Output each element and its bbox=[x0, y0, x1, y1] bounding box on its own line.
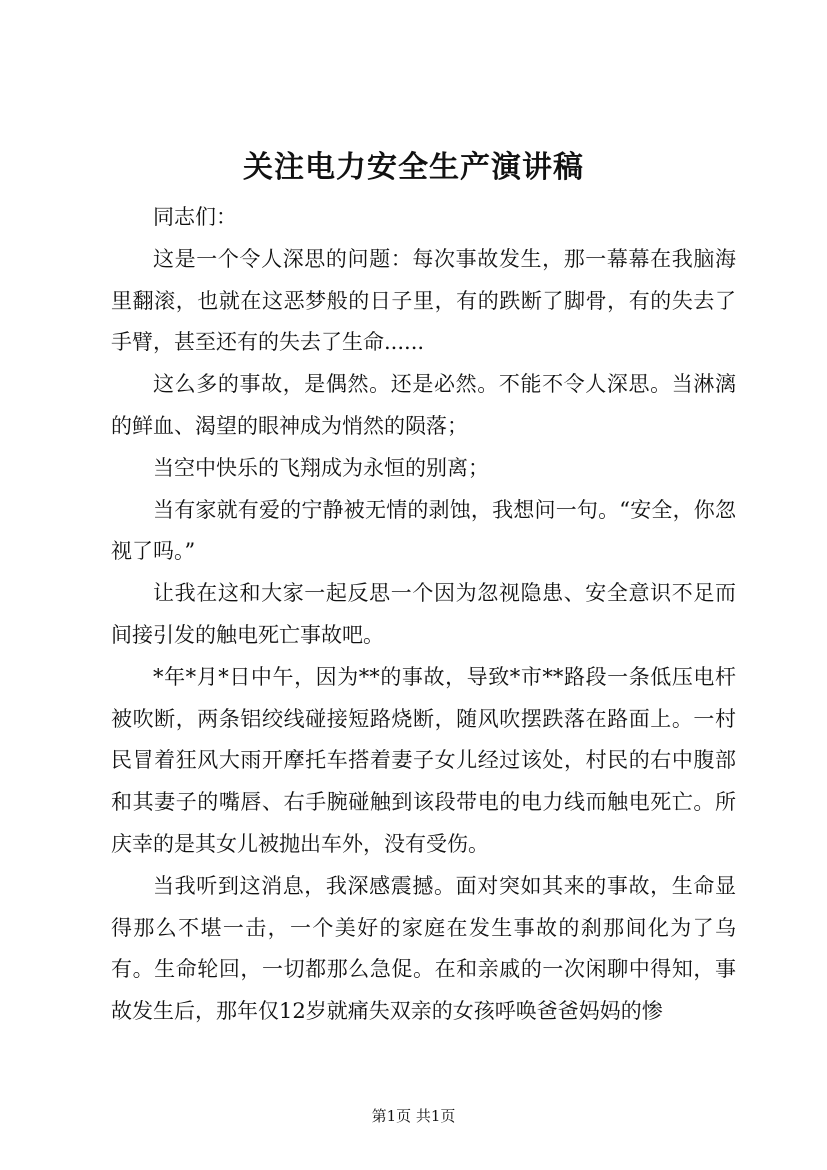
paragraph: 让我在这和大家一起反思一个因为忽视隐患、安全意识不足而间接引发的触电死亡事故吧。 bbox=[111, 581, 736, 647]
paragraph: 当空中快乐的飞翔成为永恒的别离； bbox=[153, 455, 489, 480]
document-body bbox=[111, 197, 736, 1033]
paragraph: 这么多的事故，是偶然。还是必然。不能不令人深思。当淋漓的鲜血、渴望的眼神成为悄然的陨落； bbox=[111, 372, 736, 438]
paragraph: 当我听到这消息，我深感震撼。面对突如其来的事故，生命显得那么不堪一击，一个美好的家庭在发生事故的刹那间化为了乌有。生命轮回，一切都那么急促。在和亲戚的一次闲聊中得知，事故发生后，那年仅12岁就痛失双亲的女孩呼唤爸爸妈妈的惨 bbox=[111, 873, 736, 1024]
page-number-footer: 第1页 共1页 bbox=[371, 1107, 456, 1125]
paragraph: *年*月*日中午，因为**的事故，导致*市**路段一条低压电杆被吹断，两条铝绞线碰接短路烧断，随风吹摆跌落在路面上。一村民冒着狂风大雨开摩托车搭着妻子女儿经过该处，村民的右中腹部和其妻子的嘴唇、右手腕碰触到该段带电的电力线而触电死亡。所庆幸的是其女儿被抛出车外，没有受伤。 bbox=[111, 664, 736, 856]
paragraph-greeting: 同志们： bbox=[153, 205, 237, 229]
paragraph: 这是一个令人深思的问题：每次事故发生，那一幕幕在我脑海里翻滚，也就在这恶梦般的日子里，有的跌断了脚骨，有的失去了手臂，甚至还有的失去了生命...... bbox=[111, 246, 736, 355]
document-title: 关注电力安全生产演讲稿 bbox=[243, 150, 584, 185]
paragraph: 当有家就有爱的宁静被无情的剥蚀，我想问一句。“安全，你忽视了吗。” bbox=[111, 497, 736, 564]
